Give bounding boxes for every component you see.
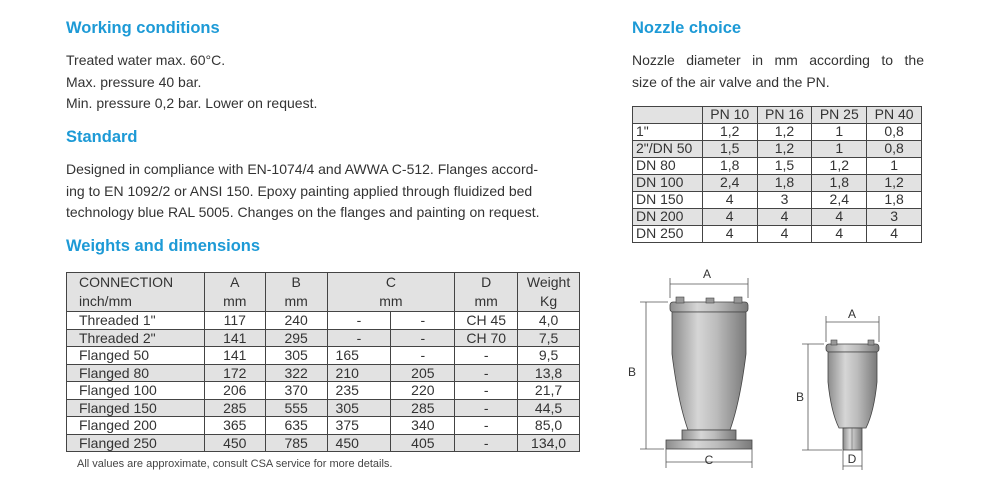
value-cell: CH 45	[455, 312, 518, 330]
header-cell	[633, 107, 703, 124]
value-cell: -	[455, 382, 518, 400]
value-cell: 365	[204, 417, 265, 435]
connection-cell: Flanged 150	[67, 399, 205, 417]
weights-unit-row	[67, 292, 580, 312]
connection-cell: Threaded 2"	[67, 329, 205, 347]
unit-cell: mm	[455, 292, 518, 312]
standard-line: ing to EN 1092/2 or ANSI 150. Epoxy painting applied through fluidized bed	[66, 182, 533, 199]
table-row	[633, 209, 922, 226]
value-cell: 2,4	[702, 175, 757, 192]
connection-cell: Flanged 50	[67, 347, 205, 365]
unit-cell: Kg	[518, 292, 580, 312]
value-cell: 1,2	[702, 124, 757, 141]
value-cell: 375	[327, 417, 391, 435]
value-cell: 555	[265, 399, 327, 417]
value-cell: 1,8	[757, 175, 812, 192]
size-cell: 2"/DN 50	[633, 141, 703, 158]
standard-title: Standard	[66, 128, 138, 146]
header-cell: CONNECTION	[67, 273, 205, 293]
value-cell: 285	[391, 399, 455, 417]
unit-cell: mm	[327, 292, 455, 312]
header-cell: A	[204, 273, 265, 293]
unit-cell: mm	[204, 292, 265, 312]
value-cell: -	[455, 417, 518, 435]
value-cell: -	[455, 364, 518, 382]
dim-a-label: A	[847, 307, 857, 321]
value-cell: -	[391, 347, 455, 365]
working-line: Min. pressure 0,2 bar. Lower on request.	[66, 95, 318, 111]
footnote: All values are approximate, consult CSA service for more details.	[77, 458, 393, 470]
value-cell: 1,8	[867, 192, 922, 209]
value-cell: 21,7	[518, 382, 580, 400]
value-cell: 210	[327, 364, 391, 382]
nozzle-line: Nozzle diameter in mm according to the	[632, 52, 924, 68]
header-cell: Weight	[518, 273, 580, 293]
table-row	[633, 124, 922, 141]
value-cell: 240	[265, 312, 327, 330]
value-cell: 3	[867, 209, 922, 226]
table-row	[67, 347, 580, 365]
size-cell: DN 250	[633, 226, 703, 243]
value-cell: 322	[265, 364, 327, 382]
value-cell: 1,5	[757, 158, 812, 175]
value-cell: 7,5	[518, 329, 580, 347]
value-cell: CH 70	[455, 329, 518, 347]
value-cell: 4	[702, 226, 757, 243]
weights-header-row	[67, 273, 580, 293]
standard-line: technology blue RAL 5005. Changes on the flanges and painting on request.	[66, 204, 540, 220]
value-cell: 4	[702, 209, 757, 226]
size-cell: DN 80	[633, 158, 703, 175]
value-cell: 134,0	[518, 434, 580, 452]
unit-cell: mm	[265, 292, 327, 312]
value-cell: -	[327, 329, 391, 347]
value-cell: 0,8	[867, 124, 922, 141]
nozzle-line: size of the air valve and the PN.	[632, 73, 830, 90]
value-cell: 635	[265, 417, 327, 435]
value-cell: -	[327, 312, 391, 330]
header-cell: PN 40	[867, 107, 922, 124]
unit-cell: inch/mm	[67, 292, 205, 312]
header-cell: PN 16	[757, 107, 812, 124]
value-cell: 450	[204, 434, 265, 452]
table-row	[67, 399, 580, 417]
connection-cell: Flanged 200	[67, 417, 205, 435]
working-conditions-text	[66, 50, 317, 115]
value-cell: 4	[812, 226, 867, 243]
dim-b-label: B	[795, 390, 805, 404]
value-cell: 235	[327, 382, 391, 400]
connection-cell: Flanged 250	[67, 434, 205, 452]
value-cell: 44,5	[518, 399, 580, 417]
header-cell: C	[327, 273, 455, 293]
value-cell: 13,8	[518, 364, 580, 382]
value-cell: 2,4	[812, 192, 867, 209]
value-cell: 285	[204, 399, 265, 417]
working-conditions-title: Working conditions	[66, 19, 220, 37]
value-cell: -	[391, 329, 455, 347]
table-row	[633, 158, 922, 175]
dim-d-label: D	[847, 452, 857, 466]
table-row	[67, 312, 580, 330]
value-cell: 1,2	[867, 175, 922, 192]
size-cell: DN 100	[633, 175, 703, 192]
value-cell: 1	[812, 124, 867, 141]
table-row	[67, 364, 580, 382]
threaded-valve-drawing	[790, 300, 900, 482]
dim-b-label: B	[627, 365, 637, 379]
standard-line: Designed in compliance with EN-1074/4 and AWWA C-512. Flanges accord-	[66, 161, 539, 177]
value-cell: 141	[204, 347, 265, 365]
value-cell: 3	[757, 192, 812, 209]
valve-body	[666, 297, 752, 449]
value-cell: 206	[204, 382, 265, 400]
value-cell: 4	[757, 209, 812, 226]
value-cell: 295	[265, 329, 327, 347]
value-cell: -	[455, 434, 518, 452]
value-cell: -	[455, 399, 518, 417]
value-cell: 9,5	[518, 347, 580, 365]
table-row	[67, 382, 580, 400]
value-cell: 1,2	[757, 141, 812, 158]
value-cell: 340	[391, 417, 455, 435]
table-row	[633, 192, 922, 209]
header-cell: PN 25	[812, 107, 867, 124]
valve-body	[826, 340, 879, 450]
size-cell: DN 200	[633, 209, 703, 226]
header-cell: B	[265, 273, 327, 293]
weights-title: Weights and dimensions	[66, 237, 261, 255]
value-cell: 370	[265, 382, 327, 400]
table-row	[633, 226, 922, 243]
value-cell: 1	[867, 158, 922, 175]
dim-c-label: C	[704, 453, 714, 467]
standard-text	[66, 159, 586, 224]
size-cell: 1"	[633, 124, 703, 141]
flanged-valve-drawing	[620, 262, 780, 484]
value-cell: 1,2	[757, 124, 812, 141]
value-cell: 141	[204, 329, 265, 347]
value-cell: 1,8	[702, 158, 757, 175]
nozzle-text	[632, 50, 924, 93]
value-cell: 165	[327, 347, 391, 365]
value-cell: 1,8	[812, 175, 867, 192]
table-row	[633, 175, 922, 192]
dim-a-label: A	[702, 267, 712, 281]
header-cell: D	[455, 273, 518, 293]
connection-cell: Flanged 100	[67, 382, 205, 400]
table-row	[67, 329, 580, 347]
value-cell: 4	[867, 226, 922, 243]
table-row	[67, 417, 580, 435]
value-cell: 172	[204, 364, 265, 382]
nozzle-table	[632, 106, 922, 243]
table-row	[67, 434, 580, 452]
value-cell: 450	[327, 434, 391, 452]
value-cell: 4	[757, 226, 812, 243]
value-cell: 220	[391, 382, 455, 400]
value-cell: 305	[327, 399, 391, 417]
connection-cell: Flanged 80	[67, 364, 205, 382]
value-cell: 117	[204, 312, 265, 330]
value-cell: 4,0	[518, 312, 580, 330]
table-row	[633, 141, 922, 158]
value-cell: 405	[391, 434, 455, 452]
value-cell: -	[391, 312, 455, 330]
value-cell: 785	[265, 434, 327, 452]
value-cell: 205	[391, 364, 455, 382]
value-cell: -	[455, 347, 518, 365]
size-cell: DN 150	[633, 192, 703, 209]
value-cell: 1	[812, 141, 867, 158]
value-cell: 4	[702, 192, 757, 209]
value-cell: 1,5	[702, 141, 757, 158]
value-cell: 4	[812, 209, 867, 226]
header-cell: PN 10	[702, 107, 757, 124]
connection-cell: Threaded 1"	[67, 312, 205, 330]
working-line: Treated water max. 60°C.	[66, 52, 226, 68]
value-cell: 305	[265, 347, 327, 365]
weights-table	[66, 272, 580, 452]
working-line: Max. pressure 40 bar.	[66, 73, 202, 90]
value-cell: 1,2	[812, 158, 867, 175]
value-cell: 85,0	[518, 417, 580, 435]
nozzle-title: Nozzle choice	[632, 19, 742, 37]
value-cell: 0,8	[867, 141, 922, 158]
nozzle-header-row	[633, 107, 922, 124]
